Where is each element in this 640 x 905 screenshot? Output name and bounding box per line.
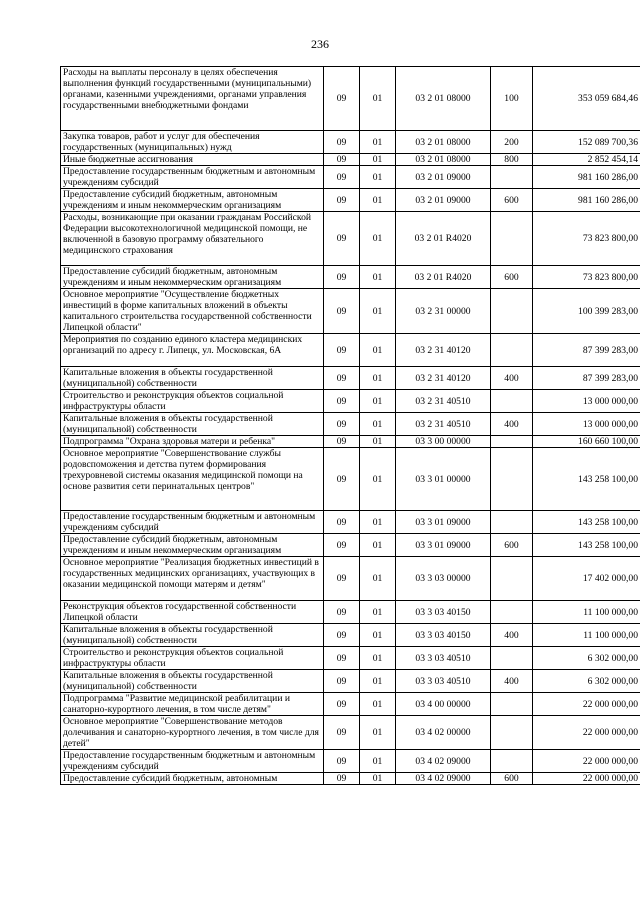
row-target-code: 03 4 02 00000 bbox=[396, 716, 491, 750]
row-expense-type bbox=[491, 436, 533, 448]
row-amount: 22 000 000,00 bbox=[533, 693, 640, 716]
row-amount: 6 302 000,00 bbox=[533, 670, 640, 693]
budget-table-body bbox=[61, 67, 640, 785]
row-name: Расходы, возникающие при оказании гражданам Российской Федерации высокотехнологичной медицинской помощи, не включенной в базовую программу обязательного медицинского страхования bbox=[61, 212, 324, 266]
table-row bbox=[61, 289, 640, 334]
table-row bbox=[61, 773, 640, 785]
row-subsection: 01 bbox=[360, 289, 396, 334]
row-expense-type bbox=[491, 601, 533, 624]
row-target-code: 03 3 03 40150 bbox=[396, 624, 491, 647]
table-row bbox=[61, 367, 640, 390]
row-amount: 160 660 100,00 bbox=[533, 436, 640, 448]
budget-table bbox=[60, 66, 640, 785]
row-section: 09 bbox=[324, 624, 360, 647]
row-section: 09 bbox=[324, 511, 360, 534]
row-expense-type bbox=[491, 289, 533, 334]
row-subsection: 01 bbox=[360, 448, 396, 511]
row-subsection: 01 bbox=[360, 266, 396, 289]
row-target-code: 03 2 31 40120 bbox=[396, 367, 491, 390]
row-section: 09 bbox=[324, 448, 360, 511]
row-section: 09 bbox=[324, 131, 360, 154]
page-number: 236 bbox=[311, 37, 329, 51]
row-target-code: 03 3 03 40510 bbox=[396, 670, 491, 693]
row-target-code: 03 3 00 00000 bbox=[396, 436, 491, 448]
row-amount: 87 399 283,00 bbox=[533, 334, 640, 367]
row-subsection: 01 bbox=[360, 601, 396, 624]
table-row bbox=[61, 557, 640, 601]
row-section: 09 bbox=[324, 266, 360, 289]
row-target-code: 03 2 01 08000 bbox=[396, 154, 491, 166]
row-section: 09 bbox=[324, 557, 360, 601]
row-name: Предоставление субсидий бюджетным, автономным учреждениям и иным некоммерческим организациям bbox=[61, 266, 324, 289]
table-row bbox=[61, 334, 640, 367]
row-target-code: 03 4 02 09000 bbox=[396, 750, 491, 773]
row-amount: 143 258 100,00 bbox=[533, 448, 640, 511]
table-row bbox=[61, 266, 640, 289]
row-expense-type: 600 bbox=[491, 773, 533, 785]
row-name: Основное мероприятие "Реализация бюджетных инвестиций в государственных медицинских организациях, участвующих в оказании медицинской помощи матерям и детям" bbox=[61, 557, 324, 601]
row-amount: 22 000 000,00 bbox=[533, 750, 640, 773]
row-section: 09 bbox=[324, 716, 360, 750]
row-name: Подпрограмма "Развитие медицинской реабилитации и санаторно-курортного лечения, в том числе детям" bbox=[61, 693, 324, 716]
row-subsection: 01 bbox=[360, 154, 396, 166]
row-expense-type bbox=[491, 334, 533, 367]
row-subsection: 01 bbox=[360, 511, 396, 534]
row-name: Капитальные вложения в объекты государственной (муниципальной) собственности bbox=[61, 367, 324, 390]
row-subsection: 01 bbox=[360, 189, 396, 212]
row-amount: 981 160 286,00 bbox=[533, 189, 640, 212]
row-target-code: 03 3 03 40150 bbox=[396, 601, 491, 624]
row-section: 09 bbox=[324, 367, 360, 390]
row-section: 09 bbox=[324, 334, 360, 367]
row-section: 09 bbox=[324, 647, 360, 670]
row-name: Расходы на выплаты персоналу в целях обеспечения выполнения функций государственными (муниципальными) органами, казенными учреждениями, органами управления государственными внебюджетными фондами bbox=[61, 67, 324, 131]
row-subsection: 01 bbox=[360, 647, 396, 670]
row-amount: 22 000 000,00 bbox=[533, 716, 640, 750]
row-section: 09 bbox=[324, 390, 360, 413]
table-row bbox=[61, 693, 640, 716]
table-row bbox=[61, 601, 640, 624]
row-target-code: 03 2 01 08000 bbox=[396, 131, 491, 154]
row-expense-type bbox=[491, 693, 533, 716]
row-expense-type bbox=[491, 750, 533, 773]
row-subsection: 01 bbox=[360, 716, 396, 750]
row-amount: 13 000 000,00 bbox=[533, 413, 640, 436]
row-name: Капитальные вложения в объекты государственной (муниципальной) собственности bbox=[61, 413, 324, 436]
row-amount: 13 000 000,00 bbox=[533, 390, 640, 413]
row-section: 09 bbox=[324, 693, 360, 716]
row-amount: 73 823 800,00 bbox=[533, 212, 640, 266]
row-target-code: 03 2 01 09000 bbox=[396, 189, 491, 212]
row-section: 09 bbox=[324, 154, 360, 166]
table-row bbox=[61, 670, 640, 693]
row-target-code: 03 4 02 09000 bbox=[396, 773, 491, 785]
row-target-code: 03 2 31 40510 bbox=[396, 390, 491, 413]
row-name: Предоставление государственным бюджетным и автономным учреждениям субсидий bbox=[61, 166, 324, 189]
row-subsection: 01 bbox=[360, 166, 396, 189]
row-section: 09 bbox=[324, 166, 360, 189]
row-target-code: 03 3 03 40510 bbox=[396, 647, 491, 670]
row-amount: 143 258 100,00 bbox=[533, 511, 640, 534]
row-expense-type: 600 bbox=[491, 189, 533, 212]
row-name: Строительство и реконструкция объектов социальной инфраструктуры области bbox=[61, 390, 324, 413]
row-expense-type: 100 bbox=[491, 67, 533, 131]
row-expense-type bbox=[491, 557, 533, 601]
row-expense-type bbox=[491, 212, 533, 266]
row-subsection: 01 bbox=[360, 334, 396, 367]
table-row bbox=[61, 131, 640, 154]
table-row bbox=[61, 716, 640, 750]
row-target-code: 03 3 01 09000 bbox=[396, 534, 491, 557]
row-expense-type bbox=[491, 390, 533, 413]
row-name: Предоставление государственным бюджетным и автономным учреждениям субсидий bbox=[61, 511, 324, 534]
row-section: 09 bbox=[324, 413, 360, 436]
row-subsection: 01 bbox=[360, 436, 396, 448]
row-target-code: 03 2 01 R4020 bbox=[396, 212, 491, 266]
row-subsection: 01 bbox=[360, 390, 396, 413]
row-subsection: 01 bbox=[360, 773, 396, 785]
row-name: Предоставление субсидий бюджетным, автономным учреждениям и иным некоммерческим организациям bbox=[61, 534, 324, 557]
row-subsection: 01 bbox=[360, 557, 396, 601]
row-section: 09 bbox=[324, 436, 360, 448]
row-name: Реконструкция объектов государственной собственности Липецкой области bbox=[61, 601, 324, 624]
row-name: Предоставление государственным бюджетным и автономным учреждениям субсидий bbox=[61, 750, 324, 773]
row-section: 09 bbox=[324, 750, 360, 773]
row-amount: 17 402 000,00 bbox=[533, 557, 640, 601]
row-section: 09 bbox=[324, 534, 360, 557]
row-amount: 6 302 000,00 bbox=[533, 647, 640, 670]
table-row bbox=[61, 647, 640, 670]
row-section: 09 bbox=[324, 601, 360, 624]
row-expense-type: 600 bbox=[491, 534, 533, 557]
row-section: 09 bbox=[324, 773, 360, 785]
row-section: 09 bbox=[324, 212, 360, 266]
row-subsection: 01 bbox=[360, 212, 396, 266]
row-name: Мероприятия по созданию единого кластера медицинских организаций по адресу г. Липецк, ул. Московская, 6А bbox=[61, 334, 324, 367]
row-name: Основное мероприятие "Совершенствование методов долечивания и санаторно-курортного лечения, в том числе для детей" bbox=[61, 716, 324, 750]
row-subsection: 01 bbox=[360, 413, 396, 436]
row-name: Предоставление субсидий бюджетным, автономным учреждениям и иным некоммерческим организациям bbox=[61, 189, 324, 212]
table-row bbox=[61, 448, 640, 511]
row-section: 09 bbox=[324, 289, 360, 334]
row-amount: 100 399 283,00 bbox=[533, 289, 640, 334]
row-target-code: 03 2 01 09000 bbox=[396, 166, 491, 189]
row-target-code: 03 2 31 40120 bbox=[396, 334, 491, 367]
row-amount: 11 100 000,00 bbox=[533, 601, 640, 624]
row-subsection: 01 bbox=[360, 670, 396, 693]
row-expense-type: 400 bbox=[491, 624, 533, 647]
row-name: Иные бюджетные ассигнования bbox=[61, 154, 324, 166]
row-expense-type bbox=[491, 647, 533, 670]
row-expense-type bbox=[491, 166, 533, 189]
row-section: 09 bbox=[324, 67, 360, 131]
row-subsection: 01 bbox=[360, 693, 396, 716]
row-target-code: 03 2 01 R4020 bbox=[396, 266, 491, 289]
table-row bbox=[61, 511, 640, 534]
row-target-code: 03 2 01 08000 bbox=[396, 67, 491, 131]
row-subsection: 01 bbox=[360, 67, 396, 131]
row-amount: 981 160 286,00 bbox=[533, 166, 640, 189]
row-subsection: 01 bbox=[360, 367, 396, 390]
table-row bbox=[61, 154, 640, 166]
table-row bbox=[61, 390, 640, 413]
row-name: Капитальные вложения в объекты государственной (муниципальной) собственности bbox=[61, 624, 324, 647]
row-target-code: 03 3 01 09000 bbox=[396, 511, 491, 534]
table-row bbox=[61, 436, 640, 448]
row-amount: 73 823 800,00 bbox=[533, 266, 640, 289]
table-row bbox=[61, 413, 640, 436]
row-name: Закупка товаров, работ и услуг для обеспечения государственных (муниципальных) нужд bbox=[61, 131, 324, 154]
table-row bbox=[61, 189, 640, 212]
row-expense-type: 800 bbox=[491, 154, 533, 166]
row-name: Основное мероприятие "Осуществление бюджетных инвестиций в форме капитальных вложений в объекты капитального строительства государственной собственности Липецкой области" bbox=[61, 289, 324, 334]
row-target-code: 03 3 01 00000 bbox=[396, 448, 491, 511]
row-amount: 11 100 000,00 bbox=[533, 624, 640, 647]
table-row bbox=[61, 166, 640, 189]
table-row bbox=[61, 750, 640, 773]
table-row bbox=[61, 534, 640, 557]
row-amount: 143 258 100,00 bbox=[533, 534, 640, 557]
row-subsection: 01 bbox=[360, 624, 396, 647]
row-subsection: 01 bbox=[360, 534, 396, 557]
row-expense-type: 400 bbox=[491, 413, 533, 436]
row-amount: 2 852 454,14 bbox=[533, 154, 640, 166]
row-target-code: 03 2 31 40510 bbox=[396, 413, 491, 436]
row-section: 09 bbox=[324, 189, 360, 212]
row-amount: 87 399 283,00 bbox=[533, 367, 640, 390]
row-expense-type bbox=[491, 511, 533, 534]
row-subsection: 01 bbox=[360, 131, 396, 154]
row-expense-type: 400 bbox=[491, 367, 533, 390]
table-row bbox=[61, 624, 640, 647]
row-target-code: 03 2 31 00000 bbox=[396, 289, 491, 334]
row-expense-type bbox=[491, 716, 533, 750]
table-row bbox=[61, 67, 640, 131]
row-name: Основное мероприятие "Совершенствование службы родовспоможения и детства путем формирования трехуровневой системы оказания медицинской помощи на основе развития сети перинатальных центров" bbox=[61, 448, 324, 511]
row-expense-type: 200 bbox=[491, 131, 533, 154]
row-name: Строительство и реконструкция объектов социальной инфраструктуры области bbox=[61, 647, 324, 670]
row-section: 09 bbox=[324, 670, 360, 693]
row-expense-type: 600 bbox=[491, 266, 533, 289]
row-target-code: 03 4 00 00000 bbox=[396, 693, 491, 716]
table-row bbox=[61, 212, 640, 266]
row-name: Предоставление субсидий бюджетным, автономным bbox=[61, 773, 324, 785]
row-name: Капитальные вложения в объекты государственной (муниципальной) собственности bbox=[61, 670, 324, 693]
row-amount: 22 000 000,00 bbox=[533, 773, 640, 785]
row-amount: 353 059 684,46 bbox=[533, 67, 640, 131]
row-expense-type bbox=[491, 448, 533, 511]
row-subsection: 01 bbox=[360, 750, 396, 773]
row-expense-type: 400 bbox=[491, 670, 533, 693]
row-target-code: 03 3 03 00000 bbox=[396, 557, 491, 601]
row-name: Подпрограмма "Охрана здоровья матери и ребенка" bbox=[61, 436, 324, 448]
row-amount: 152 089 700,36 bbox=[533, 131, 640, 154]
